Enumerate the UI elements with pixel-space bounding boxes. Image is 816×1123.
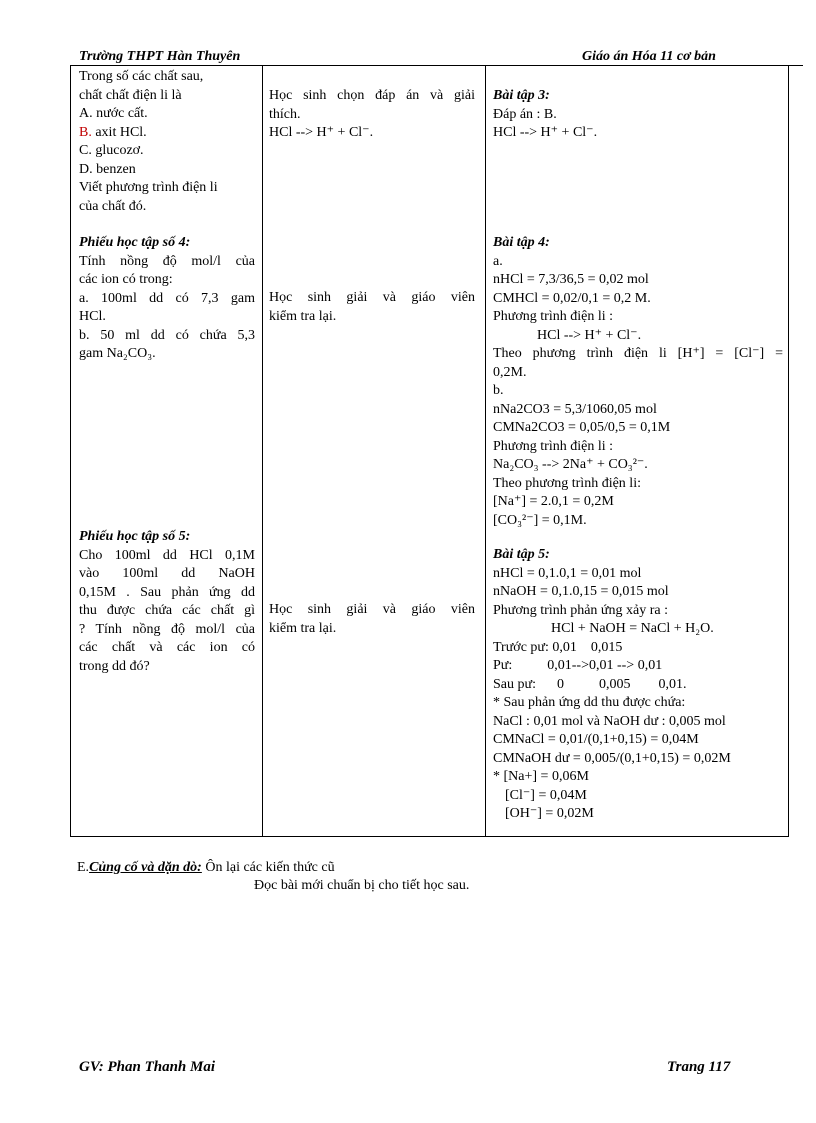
lesson-table xyxy=(70,65,789,837)
text-line: a. 100ml dd có 7,3 gam xyxy=(79,290,255,306)
text-line: b. 50 ml dd có chứa 5,3 xyxy=(79,327,255,343)
text-line: Phương trình điện li : xyxy=(493,309,613,324)
formula-line: Pư: 0,01-->0,01 --> 0,01 xyxy=(493,658,663,673)
section-e-prefix: E. xyxy=(77,860,90,875)
section-e-text-2: Đọc bài mới chuẩn bị cho tiết học sau. xyxy=(254,878,470,893)
option-b-text: axit HCl. xyxy=(91,124,147,140)
worksheet-title: Phiếu học tập số 4: xyxy=(79,235,191,250)
exercise-title: Bài tập 5: xyxy=(493,547,550,562)
equation: Na₂CO₃ --> 2Na⁺ + CO₃²⁻. xyxy=(493,457,648,472)
formula-line: nNaOH = 0,1.0,15 = 0,015 mol xyxy=(493,584,669,599)
student-activity-5 xyxy=(269,601,475,638)
text-line: thu được chứa các chất gì xyxy=(79,603,255,618)
teacher-name: GV: Phan Thanh Mai xyxy=(79,1059,216,1075)
formula-line: CMNaCl = 0,01/(0,1+0,15) = 0,04M xyxy=(493,732,699,747)
text-line: Tính nồng độ mol/l của xyxy=(79,253,255,269)
text-line: Theo phương trình điện li: xyxy=(493,475,641,491)
text-line: Trong số các chất sau, xyxy=(79,69,204,84)
exercise-3 xyxy=(493,87,783,143)
text-line: Học sinh giải và giáo viên xyxy=(269,602,475,617)
section-e-text: Ôn lại các kiến thức cũ xyxy=(201,860,335,875)
question-3 xyxy=(79,68,255,216)
formula-line: nHCl = 7,3/36,5 = 0,02 mol xyxy=(493,272,649,287)
equation: HCl + NaOH = NaCl + H₂O. xyxy=(551,621,714,636)
exercise-title: Bài tập 3: xyxy=(493,88,550,103)
formula-line: Sau pư: 0 0,005 0,01. xyxy=(493,676,687,692)
worksheet-title: Phiếu học tập số 5: xyxy=(79,529,191,544)
worksheet-4 xyxy=(79,234,255,364)
text-line: thích. xyxy=(269,106,301,122)
text-line: 0,15M . Sau phản ứng dd xyxy=(79,584,255,600)
page-header xyxy=(79,49,803,66)
equation: HCl --> H⁺ + Cl⁻. xyxy=(537,327,642,343)
text-line: các chất và các ion có xyxy=(79,640,255,655)
text-line: Phương trình phản ứng xảy ra : xyxy=(493,602,668,618)
text-line: Học sinh giải và giáo viên xyxy=(269,290,475,305)
student-activity-4 xyxy=(269,289,475,326)
formula-line: [Cl⁻] = 0,04M xyxy=(505,787,587,803)
formula-line: nNa2CO3 = 5,3/1060,05 mol xyxy=(493,401,657,417)
text-line: HCl. xyxy=(79,309,106,324)
formula-line: CMNa2CO3 = 0,05/0,5 = 0,1M xyxy=(493,420,671,435)
student-activity-3 xyxy=(269,87,475,143)
text-line: các ion có trong: xyxy=(79,272,173,287)
exercise-4 xyxy=(493,234,783,530)
text-line: 0,2M. xyxy=(493,364,527,380)
text-line: Phương trình điện li : xyxy=(493,438,613,454)
text-line: kiểm tra lại. xyxy=(269,620,337,636)
section-e-title: Củng cố và dặn dò: xyxy=(89,860,202,875)
text-line: gam Na₂CO₃. xyxy=(79,346,156,361)
answer: Đáp án : B. xyxy=(493,106,557,122)
formula-line: [Na⁺] = 2.0,1 = 0,2M xyxy=(493,494,614,509)
exercise-5 xyxy=(493,546,783,824)
school-name: Trường THPT Hàn Thuyên xyxy=(79,49,241,64)
text-line: a. xyxy=(493,253,503,269)
text-line: trong dd đó? xyxy=(79,658,150,674)
text-line: chất chất điện li là xyxy=(79,87,182,103)
column-divider-1 xyxy=(262,66,263,836)
text-line: Cho 100ml dd HCl 0,1M xyxy=(79,547,255,563)
option-b-letter: B. xyxy=(79,124,92,140)
text-line: của chất đó. xyxy=(79,198,147,214)
option-b xyxy=(79,124,255,143)
text-line: vào 100ml dd NaOH xyxy=(79,566,255,581)
column-divider-2 xyxy=(485,66,486,836)
text-line: * Sau phản ứng dd thu được chứa: xyxy=(493,695,686,710)
text-line: Học sinh chọn đáp án và giải xyxy=(269,88,475,103)
text-line: ? Tính nồng độ mol/l của xyxy=(79,621,255,637)
option-d: D. benzen xyxy=(79,161,136,177)
option-a: A. nước cất. xyxy=(79,106,148,121)
text-line: Theo phương trình điện li [H⁺] = [Cl⁻] = xyxy=(493,346,783,361)
formula-line: [CO₃²⁻] = 0,1M. xyxy=(493,512,587,528)
text-line: b. xyxy=(493,383,504,398)
formula-line: nHCl = 0,1.0,1 = 0,01 mol xyxy=(493,565,642,581)
equation: HCl --> H⁺ + Cl⁻. xyxy=(269,125,374,140)
formula-line: CMHCl = 0,02/0,1 = 0,2 M. xyxy=(493,290,651,306)
text-line: Viết phương trình điện li xyxy=(79,180,218,195)
text-line: kiểm tra lại. xyxy=(269,308,337,324)
worksheet-5 xyxy=(79,528,255,676)
formula-line: CMNaOH dư = 0,005/(0,1+0,15) = 0,02M xyxy=(493,750,731,766)
option-c: C. glucozơ. xyxy=(79,143,144,158)
subject-title: Giáo án Hóa 11 cơ bản xyxy=(582,49,716,64)
formula-line: Trước pư: 0,01 0,015 xyxy=(493,639,623,655)
section-e xyxy=(77,859,335,878)
page-number: Trang 117 xyxy=(667,1059,731,1075)
formula-line: [OH⁻] = 0,02M xyxy=(505,806,594,821)
equation: HCl --> H⁺ + Cl⁻. xyxy=(493,125,598,140)
formula-line: * [Na+] = 0,06M xyxy=(493,769,589,784)
text-line: NaCl : 0,01 mol và NaOH dư : 0,005 mol xyxy=(493,713,726,729)
exercise-title: Bài tập 4: xyxy=(493,235,550,250)
